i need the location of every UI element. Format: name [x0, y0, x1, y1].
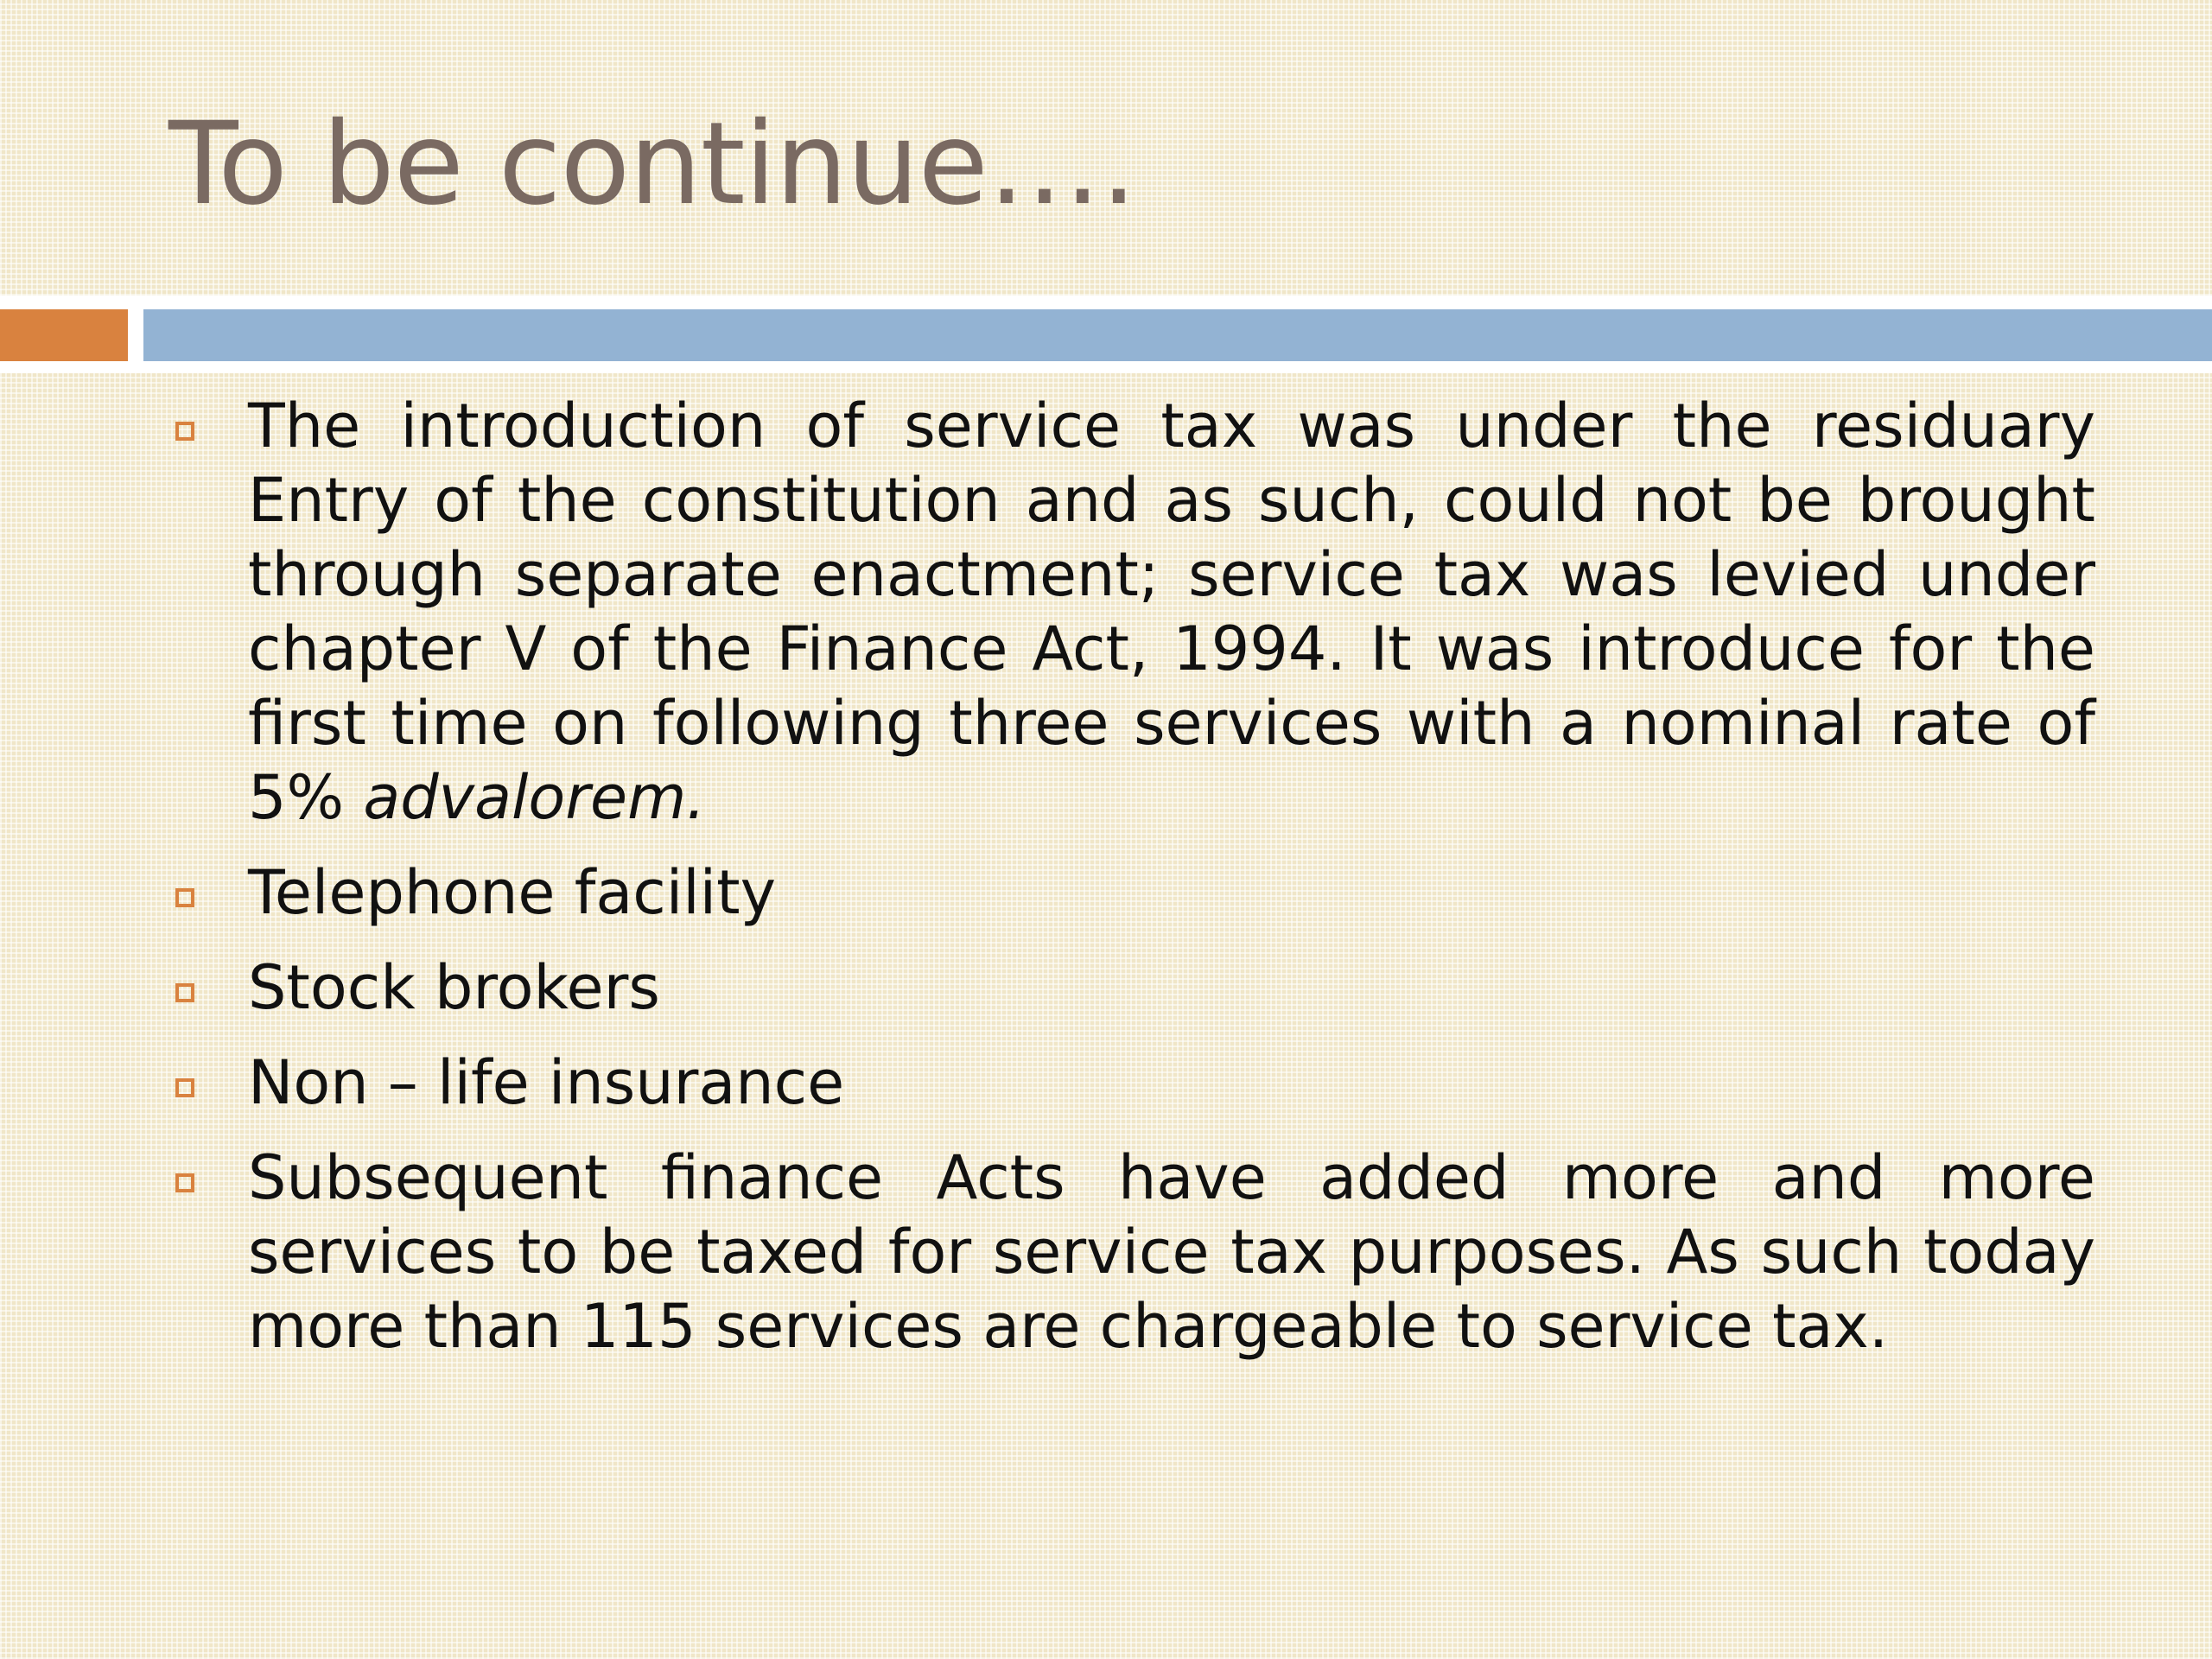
divider-accent-bar: [0, 309, 128, 361]
bullet-square-icon: [175, 1078, 194, 1097]
bullet-item-stock-brokers: [168, 950, 2095, 1025]
bullet-list: [168, 389, 2095, 1384]
bullet-item-telephone: [168, 855, 2095, 930]
bullet-text: The introduction of service tax was under the residuary Entry of the constitution and as such, could not be brought through separate enactment; service tax was levied under chapter V of the Finance Act, 1994. It was introduce for the first time on following three services with a nominal rate of 5%: [248, 391, 2095, 833]
bullet-text: Telephone facility: [248, 857, 776, 928]
bullet-text: Stock brokers: [248, 952, 660, 1023]
bullet-square-icon: [175, 983, 194, 1002]
bullet-square-icon: [175, 888, 194, 907]
slide-title: To be continue….: [168, 98, 1136, 231]
bullet-item-non-life-insurance: [168, 1046, 2095, 1120]
bullet-text: Subsequent finance Acts have added more and more services to be taxed for service tax purposes. As such today more than 115 services are chargeable to service tax.: [248, 1142, 2095, 1362]
bullet-square-icon: [175, 1173, 194, 1192]
bullet-square-icon: [175, 422, 194, 441]
bullet-item-subsequent-acts: [168, 1141, 2095, 1363]
divider-main-bar: [143, 309, 2212, 361]
bullet-item-introduction: [168, 389, 2095, 835]
bullet-emphasis: advalorem.: [363, 762, 706, 833]
title-divider: [0, 296, 2212, 373]
bullet-text: Non – life insurance: [248, 1047, 845, 1118]
